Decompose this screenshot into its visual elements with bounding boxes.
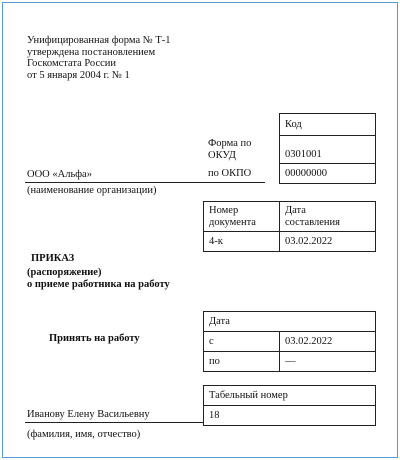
period-from-label: с [204,332,280,352]
tab-number-table [203,385,376,426]
employee-name: Иванову Елену Васильевну [27,409,150,420]
org-name: ООО «Альфа» [27,169,92,180]
org-underline [25,182,265,183]
okpo-value: 00000000 [280,164,376,184]
order-subtitle: (распоряжение) [27,267,102,278]
okpo-label: по ОКПО [208,168,252,179]
form-page [2,2,398,458]
employee-underline [25,422,203,423]
header-line-3: Госкомстата России [27,58,116,69]
doc-table [203,201,376,252]
okud-value: 0301001 [280,136,376,164]
employee-caption: (фамилия, имя, отчество) [27,429,141,440]
org-caption: (наименование организации) [27,185,157,196]
okud-label-1: Форма по [208,138,252,149]
codes-table [279,113,376,184]
doc-number-header-line-2: документа [209,216,256,228]
period-table [203,311,376,372]
doc-date-header-line-1: Дата [285,204,306,216]
hire-label: Принять на работу [49,333,140,344]
order-about: о приеме работника на работу [27,279,170,290]
doc-number-header-line-1: Номер [209,204,239,216]
tab-number-header: Табельный номер [204,386,376,406]
order-title: ПРИКАЗ [31,253,75,264]
kod-header: Код [280,114,376,136]
tab-number-value: 18 [204,406,376,426]
doc-number-header [204,202,280,232]
period-to-label: по [204,352,280,372]
period-to-value: — [280,352,376,372]
period-from-value: 03.02.2022 [280,332,376,352]
doc-date-value: 03.02.2022 [280,232,376,252]
doc-date-header [280,202,376,232]
doc-number-value: 4-к [204,232,280,252]
header-line-2: утверждена постановлением [27,46,156,58]
form-header [27,35,171,81]
header-line-4: от 5 января 2004 г. № 1 [27,69,130,81]
doc-date-header-line-2: составления [285,216,340,228]
period-header: Дата [204,312,376,332]
okud-label-2: ОКУД [208,150,236,161]
header-line-1: Унифицированная форма № Т-1 [27,35,171,46]
